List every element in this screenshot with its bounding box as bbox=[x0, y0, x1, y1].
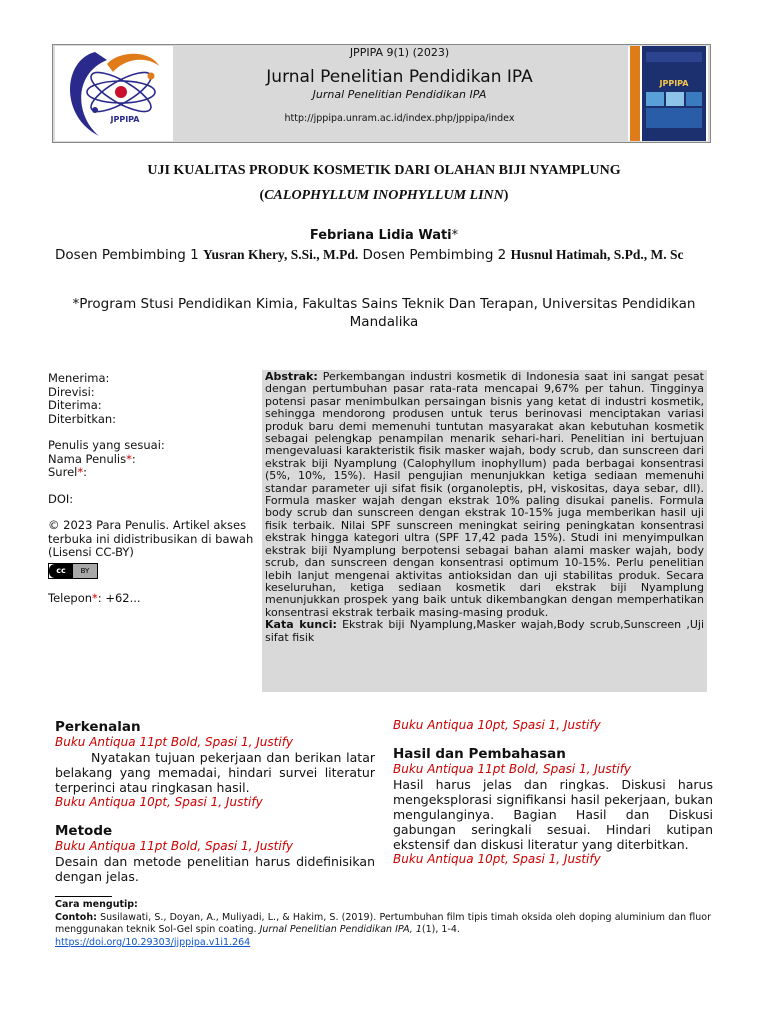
author-name-label: Nama Penulis bbox=[48, 451, 127, 466]
svg-text:JPPIPA: JPPIPA bbox=[110, 115, 140, 124]
advisor1-name: Yusran Khery, S.Si., M.Pd. bbox=[203, 247, 359, 262]
paper-title-scientific-name bbox=[60, 188, 708, 204]
results-paragraph: Hasil harus jelas dan ringkas. Diskusi harus mengeksplorasi signifikansi hasil pekerjaan, bukan mengulanginya. Bagian Hasil dan Diskusi gabungan seringkali sesuai. Hindari kutipan ekstensif dan diskusi literatur yang diterbitkan. bbox=[393, 777, 713, 852]
required-mark: * bbox=[92, 590, 98, 605]
abstract-text bbox=[265, 371, 704, 619]
advisor2-label: Dosen Pembimbing 2 bbox=[358, 247, 511, 263]
journal-logo bbox=[55, 46, 173, 141]
corresponding-author-label: Penulis yang sesuai: bbox=[48, 438, 165, 452]
affiliation: *Program Stusi Pendidikan Kimia, Fakultas Sains Teknik Dan Terapan, Universitas Pendidikan Mandalika bbox=[72, 296, 696, 330]
accepted-label: Diterima: bbox=[48, 398, 102, 412]
email-label: Surel bbox=[48, 465, 78, 479]
author-mark: * bbox=[451, 228, 459, 243]
method-paragraph: Desain dan metode penelitian harus didefinisikan dengan jelas. bbox=[55, 854, 375, 884]
doi-label: DOI: bbox=[48, 491, 74, 506]
phone-field bbox=[48, 592, 258, 606]
body-left-column bbox=[55, 718, 375, 884]
intro-paragraph: Nyatakan tujuan pekerjaan dan berikan latar belakang yang memadai, hindari survei literatur terperinci atau ringkasan hasil. bbox=[55, 750, 375, 795]
paper-title: UJI KUALITAS PRODUK KOSMETIK DARI OLAHAN BIJI NYAMPLUNG bbox=[147, 163, 621, 178]
colon: : bbox=[131, 451, 136, 466]
example-text: Susilawati, S., Doyan, A., Muliyadi, L., & Hakim, S. (2019). Pertumbuhan film tipis timah oksida oleh doping aluminium dan fluor menggunakan teknik Sol-Gel spin coating. bbox=[55, 911, 711, 935]
right-format-guide-top: Buku Antiqua 10pt, Spasi 1, Justify bbox=[393, 718, 601, 732]
header-text-block bbox=[173, 45, 626, 124]
example-pages: (1), 1-4. bbox=[421, 924, 460, 935]
title-paren-close: ) bbox=[503, 188, 509, 203]
published-label: Diterbitkan: bbox=[48, 411, 117, 426]
intro-heading: Perkenalan bbox=[55, 719, 141, 735]
phone-label: Telepon bbox=[48, 590, 93, 605]
results-format-guide: Buku Antiqua 11pt Bold, Spasi 1, Justify bbox=[393, 762, 632, 776]
cc-badge-left: cc bbox=[49, 564, 73, 578]
revised-label: Direvisi: bbox=[48, 384, 95, 399]
atom-logo-icon bbox=[55, 46, 173, 141]
journal-header bbox=[52, 44, 711, 143]
advisor2-name: Husnul Hatimah, S.Pd., M. Sc bbox=[510, 247, 684, 262]
svg-text:JPPIPA: JPPIPA bbox=[659, 79, 689, 88]
example-journal: Jurnal Penelitian Pendidikan IPA, 1 bbox=[259, 924, 422, 935]
results-format-guide-2: Buku Antiqua 10pt, Spasi 1, Justify bbox=[393, 852, 601, 866]
journal-title: Jurnal Penelitian Pendidikan IPA bbox=[266, 67, 533, 87]
journal-cover-icon bbox=[628, 46, 708, 141]
citation-example bbox=[55, 912, 711, 937]
license-text: © 2023 Para Penulis. Artikel akses terbuka ini didistribusikan di bawah (Lisensi CC-BY) bbox=[48, 518, 254, 559]
abstract-body: Perkembangan industri kosmetik di Indonesia saat ini sangat pesat dengan pertumbuhan pasar rata-rata mencapai 9,67% per tahun. Tingginya potensi pasar menimbulkan persaingan bisnis yang ketat di industri kosmetik, sehingga mendorong produsen untuk terus berinovasi menciptakan variasi produk baru demi memenuhi tuntutan masyarakat akan kebutuhan kosmetik sebagai pelengkap penampilan menarik sehari-hari. Penelitian ini bertujuan mengevaluasi karakteristik fisik masker wajah, body scrub, dan sunscreen dari ekstrak biji Nyamplung (Calophyllum inophyllum) pada berbagai konsentrasi (5%, 10%, 15%). Hasil pengujian menunjukkan ketiga sediaan memenuhi standar parameter uji sifat fisik (organoleptis, pH, viskositas, daya sebar, dll). Formula masker wajah dengan ekstrak 10% paling disukai panelis. Formula body scrub dan sunscreen dengan ekstrak 10-15% juga memberikan hasil uji fisik terbaik. Nilai SPF sunscreen meningkat seiring peningkatan konsentrasi ekstrak hingga kategori ultra (SPF 17,42 pada 15%). Studi ini menyimpulkan ekstrak biji Nyamplung berpotensi sebagai bahan alami masker wajah, body scrub, dan sunscreen dengan konsentrasi optimum 10-15%. Perlu penelitian lebih lanjut mengenai aktivitas antioksidan dan uji stabilitas produk. Secara keseluruhan, ketiga sediaan kosmetik dari ekstrak biji Nyamplung menunjukkan prospek yang baik untuk dikembangkan dengan memperhatikan konsentrasi ekstrak terbaik masing-masing produk. bbox=[265, 370, 704, 619]
intro-format-guide: Buku Antiqua 11pt Bold, Spasi 1, Justify bbox=[55, 735, 294, 749]
advisors-line bbox=[55, 245, 705, 265]
footnote-divider bbox=[55, 896, 112, 897]
author-name-field bbox=[48, 453, 258, 467]
body-right-column bbox=[393, 718, 713, 867]
cc-by-license-icon[interactable] bbox=[48, 563, 98, 579]
citation-footnote bbox=[55, 899, 711, 949]
author-name bbox=[0, 228, 768, 243]
phone-value: : +62... bbox=[97, 590, 141, 605]
keywords-value: Ekstrak biji Nyamplung,Masker wajah,Body scrub,Sunscreen ,Uji sifat fisik bbox=[265, 618, 704, 644]
author-name-text: Febriana Lidia Wati bbox=[309, 228, 452, 243]
journal-issue: JPPIPA 9(1) (2023) bbox=[349, 46, 450, 59]
title-species-italic: CALOPHYLLUM INOPHYLLUM LINN bbox=[264, 188, 504, 203]
journal-url[interactable]: http://jppipa.unram.ac.id/index.php/jppipa/index bbox=[284, 113, 515, 124]
journal-cover-thumbnail bbox=[628, 46, 708, 141]
doi-link[interactable]: https://doi.org/10.29303/jjppipa.v1i1.264 bbox=[55, 936, 251, 948]
keywords-line bbox=[265, 619, 704, 644]
intro-format-guide-2: Buku Antiqua 10pt, Spasi 1, Justify bbox=[55, 795, 263, 809]
email-field bbox=[48, 466, 258, 480]
example-label: Contoh: bbox=[55, 911, 97, 923]
title-paren-open: ( bbox=[259, 188, 265, 203]
cc-badge-right: BY bbox=[73, 564, 97, 578]
cite-label: Cara mengutip: bbox=[55, 899, 138, 910]
keywords-label: Kata kunci: bbox=[265, 618, 337, 632]
method-format-guide: Buku Antiqua 11pt Bold, Spasi 1, Justify bbox=[55, 839, 294, 853]
method-heading: Metode bbox=[55, 823, 113, 839]
required-mark: * bbox=[77, 465, 84, 479]
abstract-box bbox=[262, 370, 707, 692]
colon: : bbox=[83, 465, 87, 479]
results-heading: Hasil dan Pembahasan bbox=[393, 746, 566, 762]
abstract-label: Abstrak: bbox=[265, 370, 318, 383]
article-meta bbox=[48, 372, 258, 605]
advisor1-label: Dosen Pembimbing 1 bbox=[55, 247, 204, 263]
received-label: Menerima: bbox=[48, 371, 110, 385]
required-mark: * bbox=[126, 451, 132, 466]
journal-subtitle: Jurnal Penelitian Pendidikan IPA bbox=[312, 88, 487, 101]
